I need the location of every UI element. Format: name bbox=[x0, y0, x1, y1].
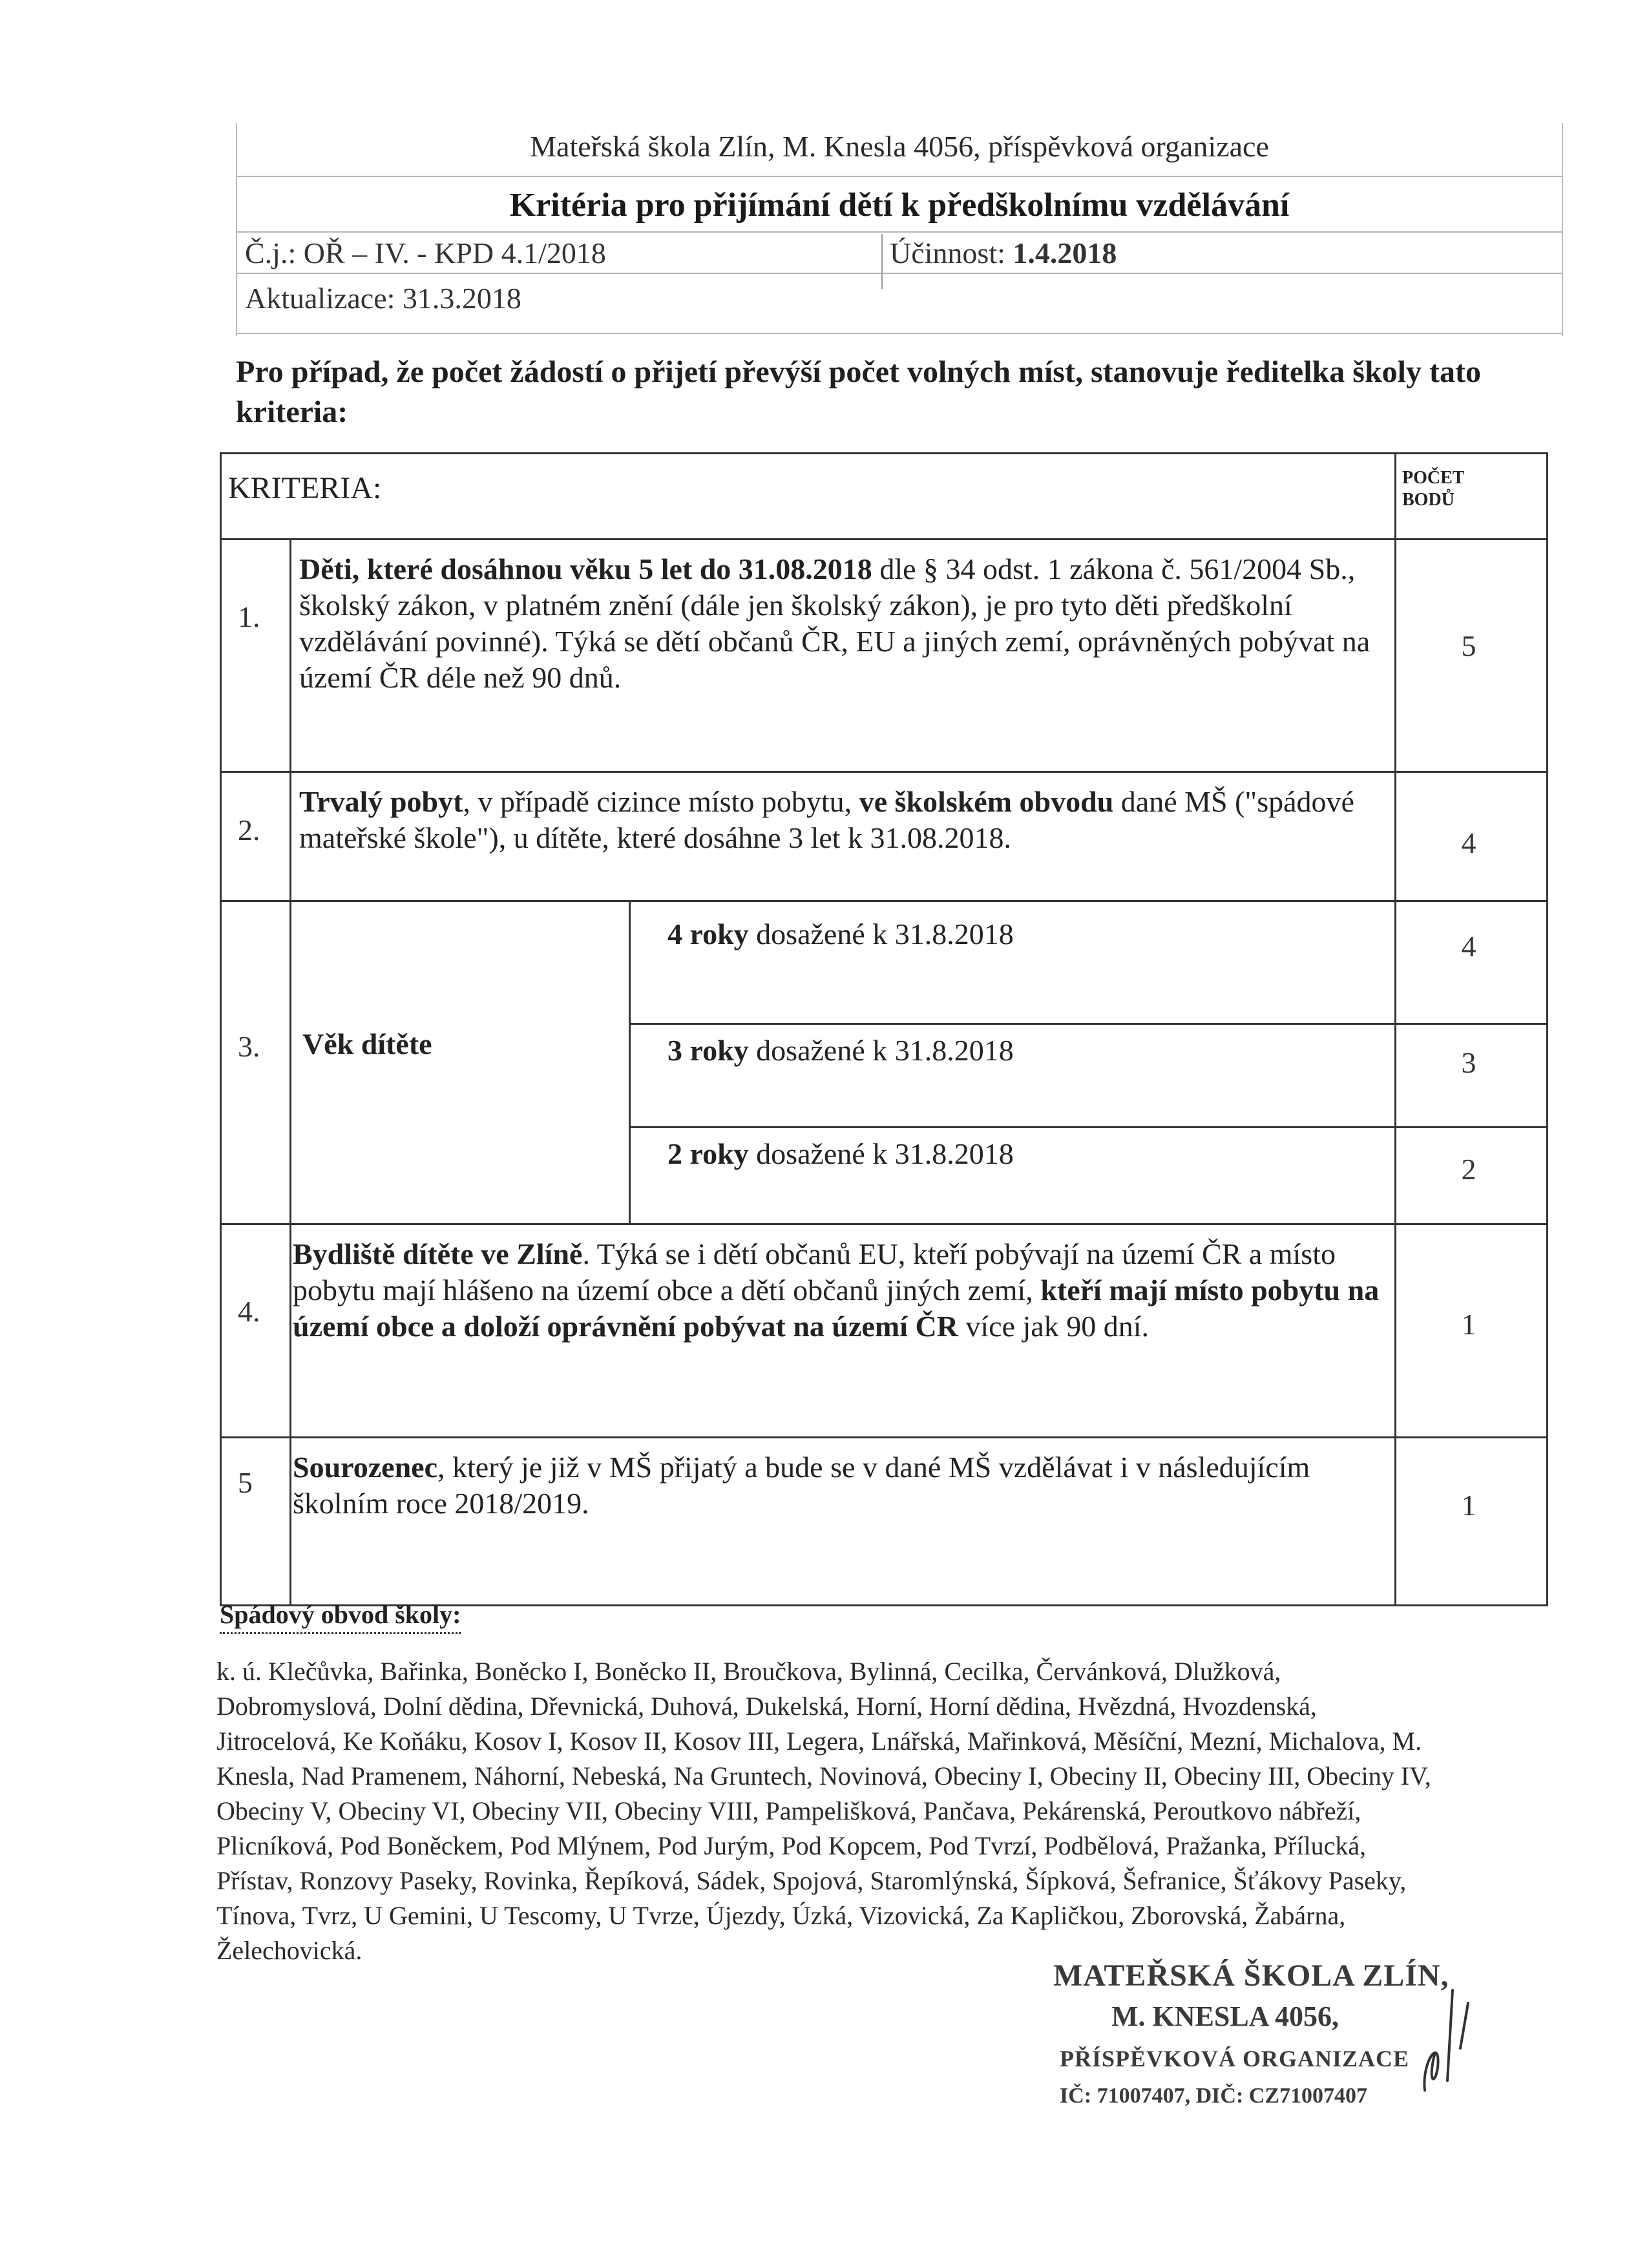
criteria-table bbox=[220, 452, 1548, 1606]
criterion-3-number: 3. bbox=[238, 1030, 260, 1063]
criterion-3-label: Věk dítěte bbox=[302, 1027, 432, 1060]
update-date: Aktualizace: 31.3.2018 bbox=[245, 282, 521, 315]
stamp-line-3: PŘÍSPĚVKOVÁ ORGANIZACE bbox=[1060, 2046, 1410, 2072]
stamp-line-1: MATEŘSKÁ ŠKOLA ZLÍN, bbox=[1053, 1958, 1449, 1993]
criterion-5-number: 5 bbox=[238, 1466, 253, 1499]
criterion-4-number: 4. bbox=[238, 1295, 260, 1328]
criterion-2-number: 2. bbox=[238, 814, 260, 846]
school-name: Mateřská škola Zlín, M. Knesla 4056, příspěvková organizace bbox=[530, 130, 1269, 163]
signature-icon bbox=[1415, 1977, 1473, 2100]
document-header bbox=[236, 123, 1563, 336]
age-3-points: 3 bbox=[1461, 1046, 1476, 1079]
criterion-5-points: 1 bbox=[1461, 1489, 1476, 1522]
stamp-line-2: M. KNESLA 4056, bbox=[1111, 2000, 1339, 2032]
criterion-4-points: 1 bbox=[1461, 1308, 1476, 1341]
effective-date-value: 1.4.2018 bbox=[1013, 236, 1117, 269]
age-3-option: 3 roky dosažené k 31.8.2018 bbox=[667, 1034, 1014, 1067]
age-4-points: 4 bbox=[1461, 930, 1476, 963]
district-title: Spádový obvod školy: bbox=[220, 1599, 461, 1634]
effective-date bbox=[890, 236, 1117, 270]
intro-text: Pro případ, že počet žádostí o přijetí převýší počet volných míst, stanovuje ředitelka školy tato kriteria: bbox=[236, 355, 1481, 429]
criterion-4-text: Bydliště dítěte ve Zlíně. Týká se i dětí občanů EU, kteří pobývají na území ČR a místo pobytu mají hlášeno na území obce a dětí občanů jiných zemí, kteří mají místo pobytu na území obce a doloží oprávnění pobývat na území ČR více jak 90 dní. bbox=[293, 1237, 1380, 1343]
criterion-1-text: Děti, které dosáhnou věku 5 let do 31.08.2018 dle § 34 odst. 1 zákona č. 561/2004 Sb., školský zákon, v platném znění (dále jen školský zákon), je pro tyto děti předškolní vzdělávání povinné). Týká se dětí občanů ČR, EU a jiných zemí, oprávněných pobývat na území ČR déle než 90 dnů. bbox=[299, 552, 1371, 694]
criterion-5-text: Sourozenec, který je již v MŠ přijatý a bude se v dané MŠ vzdělávat i v následujícím školním roce 2018/2019. bbox=[293, 1451, 1310, 1520]
criterion-2-points: 4 bbox=[1461, 826, 1476, 859]
criterion-1-number: 1. bbox=[238, 600, 260, 633]
criterion-1-points: 5 bbox=[1461, 629, 1476, 662]
age-4-option: 4 roky dosažené k 31.8.2018 bbox=[667, 918, 1014, 950]
age-2-option: 2 roky dosažené k 31.8.2018 bbox=[667, 1137, 1014, 1170]
stamp-line-4: IČ: 71007407, DIČ: CZ71007407 bbox=[1060, 2084, 1367, 2108]
criteria-header-label: KRITERIA: bbox=[228, 471, 382, 505]
points-header: POČET BODŮ bbox=[1402, 468, 1465, 510]
document-title: Kritéria pro přijímání dětí k předškolnímu vzdělávání bbox=[509, 187, 1290, 224]
reference-number: Č.j.: OŘ – IV. - KPD 4.1/2018 bbox=[245, 236, 606, 269]
criterion-2-text: Trvalý pobyt, v případě cizince místo pobytu, ve školském obvodu dané MŠ ("spádové mateřské škole"), u dítěte, které dosáhne 3 let k 31.08.2018. bbox=[299, 785, 1354, 854]
district-streets: k. ú. Klečůvka, Bařinka, Boněcko I, Boněcko II, Broučkova, Bylinná, Cecilka, Červánková, Dlužková, Dobromyslová, Dolní dědina, Dřevnická, Duhová, Dukelská, Horní, Horní dědina, Hvězdná, Hvozdenská, Jitrocelová, Ke Koňáku, Kosov I, Kosov II, Kosov III, Legera, Lnářská, Mařinková, Měsíční, Mezní, Michalova, M. Knesla, Nad Pramenem, Náhorní, Nebeská, Na Gruntech, Novinová, Obeciny I, Obeciny II, Obeciny III, Obeciny IV, Obeciny V, Obeciny VI, Obeciny VII, Obeciny VIII, Pampelišková, Pančava, Pekárenská, Peroutkovo nábřeží, Plicníková, Pod Boněckem, Pod Mlýnem, Pod Jurým, Pod Kopcem, Pod Tvrzí, Podbělová, Pražanka, Přílucká, Přístav, Ronzovy Paseky, Rovinka, Řepíková, Sádek, Spojová, Staromlýnská, Šípková, Šefranice, Šťákovy Paseky, Tínova, Tvrz, U Gemini, U Tescomy, U Tvrze, Újezdy, Úzká, Vizovická, Za Kapličkou, Zborovská, Žabárna, Želechovická. bbox=[216, 1657, 1431, 1965]
effective-date-label: Účinnost: bbox=[890, 236, 1005, 269]
age-2-points: 2 bbox=[1461, 1153, 1476, 1186]
